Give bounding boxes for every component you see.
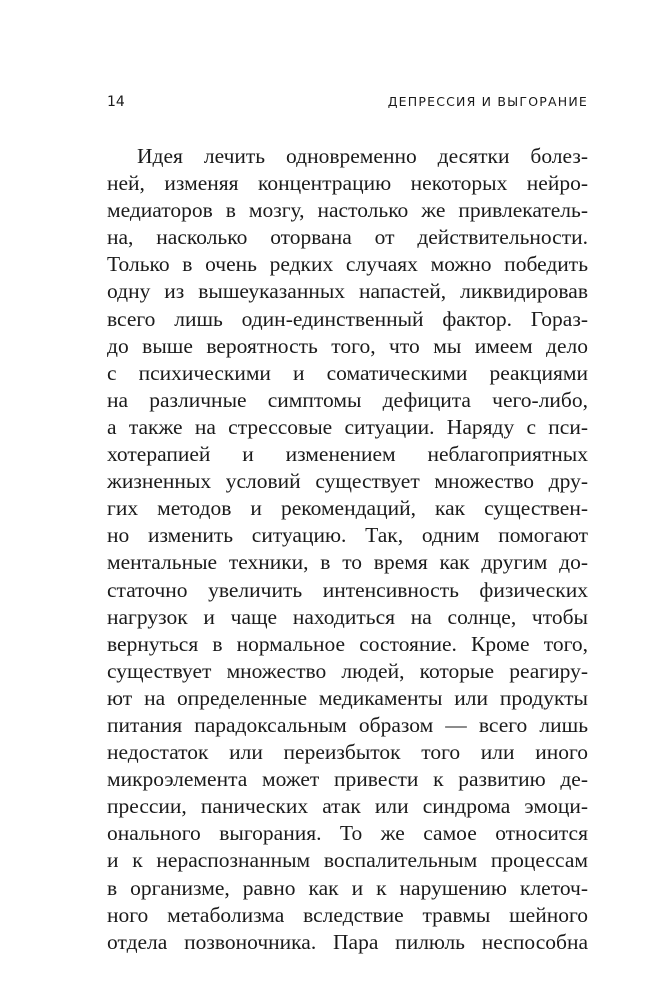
running-title: ДЕПРЕССИЯ И ВЫГОРАНИЕ — [387, 94, 588, 109]
text-line: но изменить ситуацию. Так, одним помогают — [107, 523, 588, 548]
text-line: ментальные техники, в то время как другим до- — [107, 550, 588, 575]
text-line: ней, изменяя концентрацию некоторых нейро- — [107, 171, 588, 196]
text-line: жизненных условий существует множество дру- — [107, 469, 588, 494]
text-line: медиаторов в мозгу, настолько же привлекатель- — [107, 198, 588, 223]
text-line: вернуться в нормальное состояние. Кроме того, — [107, 631, 588, 656]
text-line: с психическими и соматическими реакциями — [107, 360, 588, 385]
text-line: а также на стрессовые ситуации. Наряду с пси- — [107, 414, 588, 439]
text-line: хотерапией и изменением неблагоприятных — [107, 442, 588, 467]
text-line: до выше вероятность того, что мы имеем дело — [107, 333, 588, 358]
text-line: на, насколько оторвана от действительности. — [107, 225, 588, 250]
text-line: Только в очень редких случаях можно победить — [107, 252, 588, 277]
text-line: ют на определенные медикаменты или продукты — [107, 685, 588, 710]
text-line: Идея лечить одновременно десятки болез- — [137, 144, 588, 168]
text-line: нагрузок и чаще находиться на солнце, чтобы — [107, 604, 588, 629]
text-line: недостаток или переизбыток того или иного — [107, 740, 588, 765]
text-line: отдела позвоночника. Пара пилюль неспособна — [107, 929, 588, 954]
text-line: существует множество людей, которые реагиру- — [107, 658, 588, 683]
text-line: в организме, равно как и к нарушению клеточ- — [107, 875, 588, 900]
text-line: статочно увеличить интенсивность физических — [107, 577, 588, 602]
text-line: онального выгорания. То же самое относится — [107, 821, 588, 846]
body-paragraph — [107, 143, 588, 956]
page-header — [107, 92, 588, 112]
page-number: 14 — [107, 94, 125, 110]
text-line: всего лишь один-единственный фактор. Гораз- — [107, 306, 588, 331]
text-line: прессии, панических атак или синдрома эмоци- — [107, 794, 588, 819]
text-line: и к нераспознанным воспалительным процессам — [107, 848, 588, 873]
text-line: одну из вышеуказанных напастей, ликвидировав — [107, 279, 588, 304]
text-line: микроэлемента может привести к развитию де- — [107, 767, 588, 792]
text-line: питания парадоксальным образом — всего лишь — [107, 712, 588, 737]
text-line: гих методов и рекомендаций, как существен- — [107, 496, 588, 521]
text-line: ного метаболизма вследствие травмы шейного — [107, 902, 588, 927]
text-line: на различные симптомы дефицита чего-либо, — [107, 387, 588, 412]
